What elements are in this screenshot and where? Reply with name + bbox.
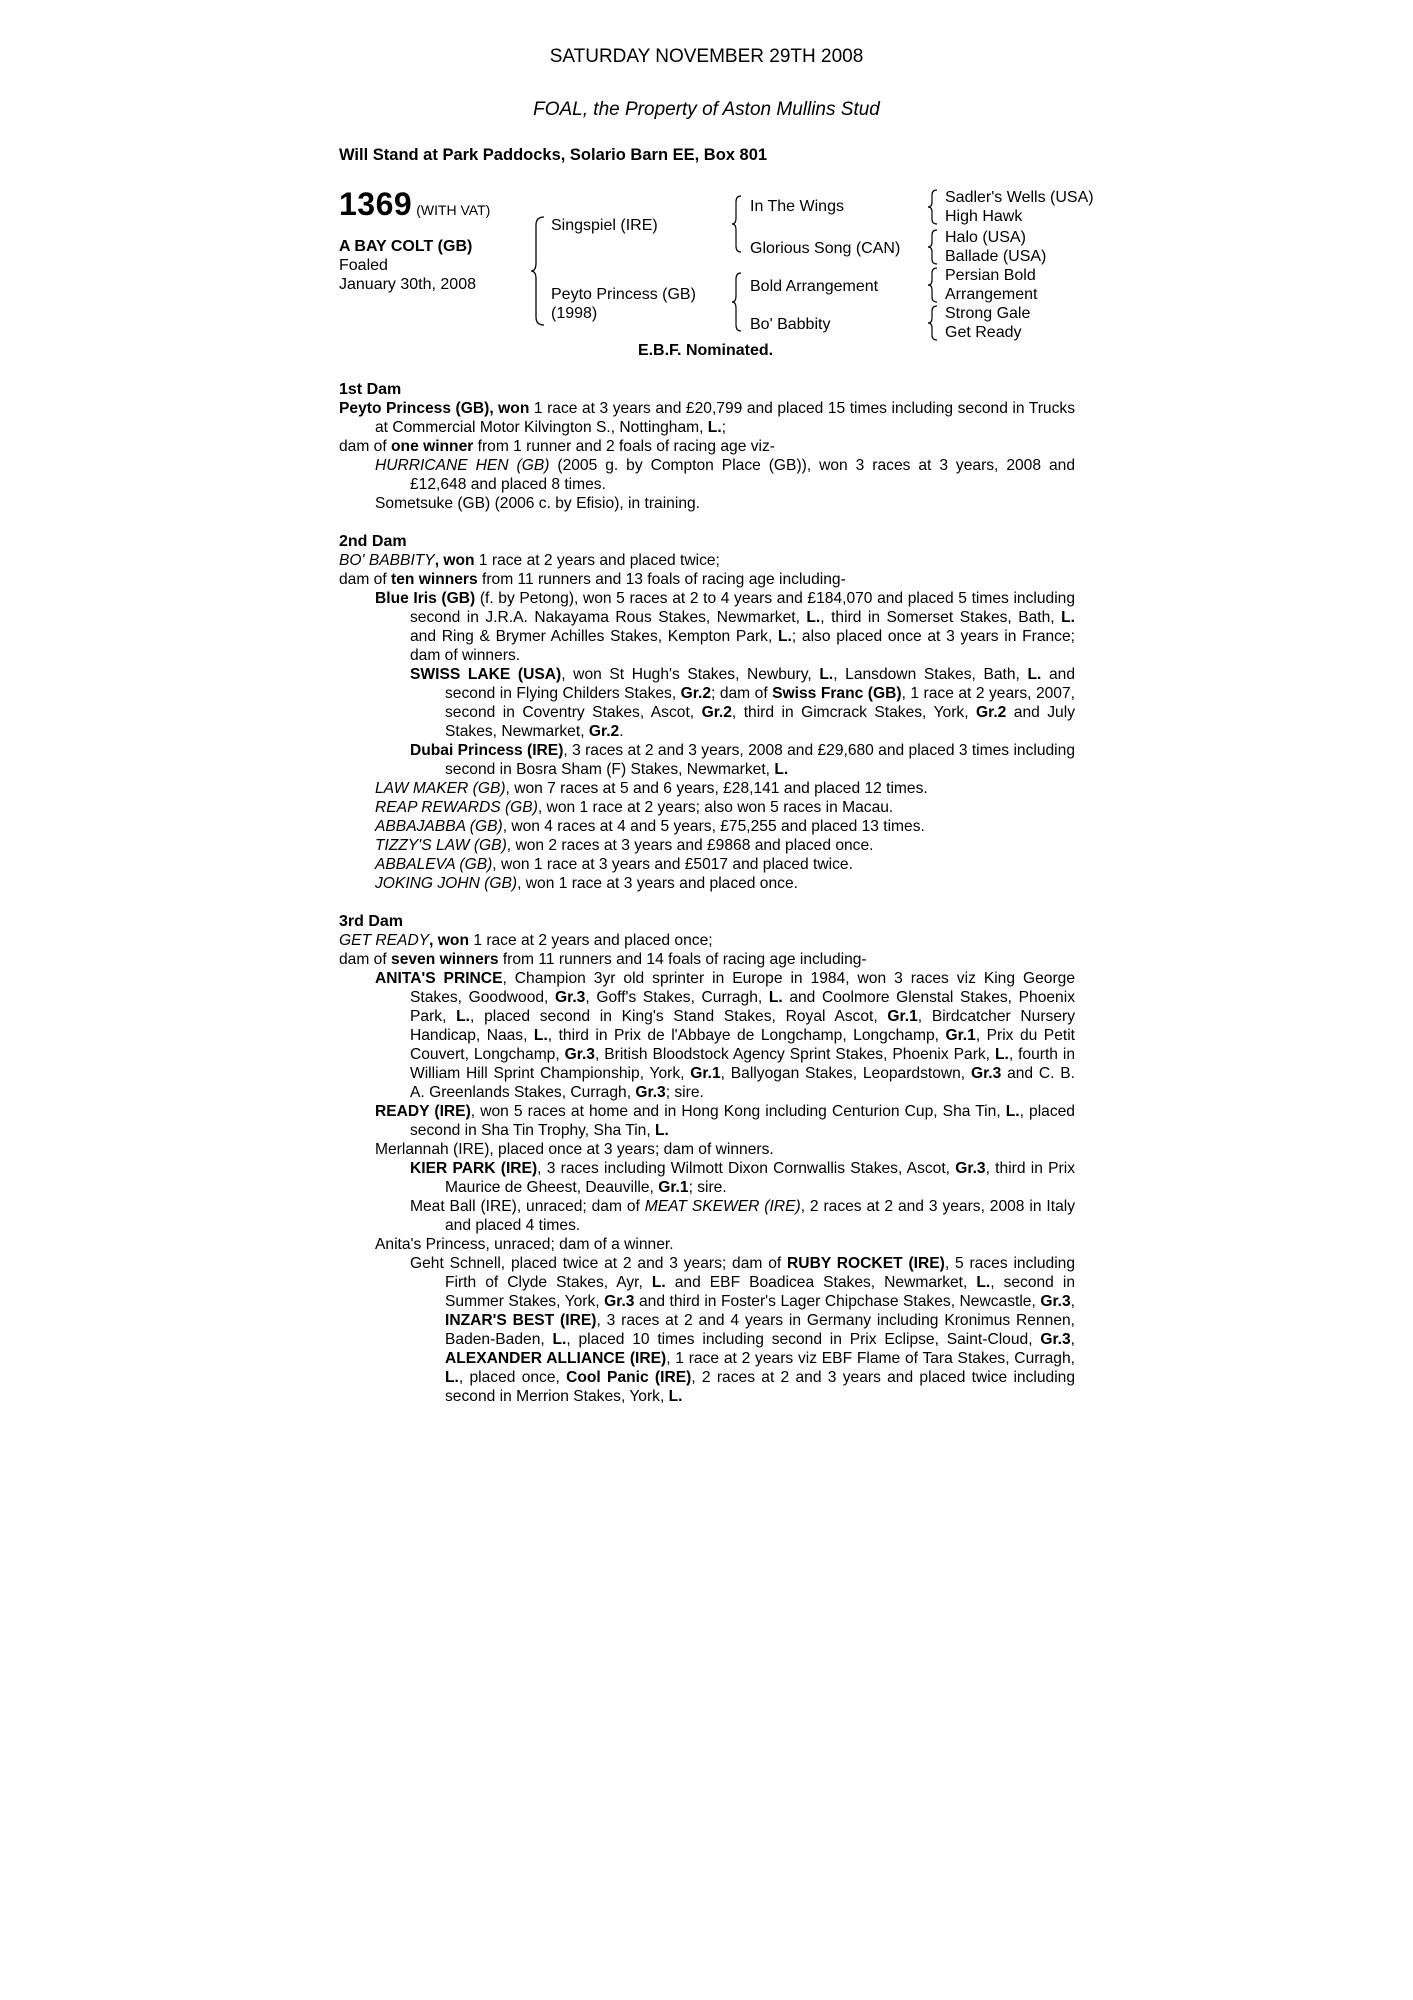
pedigree-brace-g1 bbox=[927, 188, 939, 226]
pedigree-dam-dam: Bo' Babbity bbox=[750, 316, 831, 333]
pedigree-dam-sire: Bold Arrangement bbox=[750, 278, 879, 295]
pedigree-g4: Ballade (USA) bbox=[945, 248, 1047, 265]
foaled-date: January 30th, 2008 bbox=[339, 276, 476, 293]
produce-dubai-princess: Dubai Princess (IRE), 3 races at 2 and 3 years, 2008 and £29,680 and placed 3 times including second in Bosra Sham (F) Stakes, Newmarket, L. bbox=[410, 742, 1075, 778]
stand-location: Will Stand at Park Paddocks, Solario Barn EE, Box 801 bbox=[339, 146, 768, 164]
pedigree-g6: Arrangement bbox=[945, 286, 1038, 303]
produce-geht-schnell: Geht Schnell, placed twice at 2 and 3 years; dam of RUBY ROCKET (IRE), 5 races including Firth of Clyde Stakes, Ayr, L. and EBF Boadicea Stakes, Newmarket, L., second in Summer Stakes, York, Gr.3 and third in Foster's Lager Chipchase Stakes, Newcastle, Gr.3, INZAR'S BEST (IRE), 3 races at 2 and 4 years in Germany including Kronimus Rennen, Baden-Baden, L., placed 10 times including second in Prix Eclipse, Saint-Cloud, Gr.3, ALEXANDER ALLIANCE (IRE), 1 race at 2 years viz EBF Flame of Tara Stakes, Curragh, L., placed once, Cool Panic (IRE), 2 races at 2 and 3 years and placed twice including second in Merrion Stakes, York, L. bbox=[410, 1255, 1076, 1405]
first-dam-heading: 1st Dam bbox=[339, 381, 402, 398]
produce-kier-park: KIER PARK (IRE), 3 races including Wilmott Dixon Cornwallis Stakes, Ascot, Gr.3, third in Prix Maurice de Gheest, Deauville, Gr.1; sire. bbox=[410, 1160, 1075, 1196]
produce-blue-iris: Blue Iris (GB) (f. by Petong), won 5 races at 2 to 4 years and £184,070 and placed 5 times including second in J.R.A. Nakayama Rous Stakes, Newmarket, L., third in Somerset Stakes, Bath, L. and Ring & Brymer Achilles Stakes, Kempton Park, L.; also placed once at 3 years in France; dam of winners. bbox=[375, 590, 1076, 664]
pedigree-brace-sire bbox=[731, 194, 743, 254]
pedigree-g7: Strong Gale bbox=[945, 305, 1031, 322]
third-dam-produce-intro: dam of seven winners from 11 runners and 14 foals of racing age including- bbox=[339, 951, 867, 968]
pedigree-dam-year: (1998) bbox=[551, 305, 598, 322]
first-dam-name: Peyto Princess (GB), won bbox=[339, 400, 530, 417]
produce-ready: READY (IRE), won 5 races at home and in Hong Kong including Centurion Cup, Sha Tin, L., placed second in Sha Tin Trophy, Sha Tin, L. bbox=[375, 1103, 1075, 1139]
first-dam-produce-intro: dam of one winner from 1 runner and 2 foals of racing age viz- bbox=[339, 438, 775, 455]
pedigree-g1: Sadler's Wells (USA) bbox=[945, 189, 1094, 206]
pedigree-g3: Halo (USA) bbox=[945, 229, 1026, 246]
pedigree-dam bbox=[551, 285, 696, 323]
pedigree-brace-g3 bbox=[927, 266, 939, 304]
third-dam-heading: 3rd Dam bbox=[339, 913, 404, 930]
produce-swiss-lake: SWISS LAKE (USA), won St Hugh's Stakes, Newbury, L., Lansdown Stakes, Bath, L. and second in Flying Childers Stakes, Gr.2; dam of Swiss Franc (GB), 1 race at 2 years, 2007, second in Coventry Stakes, Ascot, Gr.2, third in Gimcrack Stakes, York, Gr.2 and July Stakes, Newmarket, Gr.2. bbox=[410, 666, 1075, 740]
pedigree-sire: Singspiel (IRE) bbox=[551, 217, 658, 234]
pedigree-g8: Get Ready bbox=[945, 324, 1022, 341]
produce-anitas-princess: Anita's Princess, unraced; dam of a winner. bbox=[375, 1236, 674, 1253]
pedigree-dam-name: Peyto Princess (GB) bbox=[551, 286, 696, 303]
pedigree-g2: High Hawk bbox=[945, 208, 1023, 225]
produce-merlannah: Merlannah (IRE), placed once at 3 years; dam of winners. bbox=[375, 1141, 774, 1158]
pedigree-brace-main bbox=[530, 215, 546, 327]
catalogue-text bbox=[339, 380, 1075, 1406]
property-line: FOAL, the Property of Aston Mullins Stud bbox=[533, 99, 880, 120]
second-dam-heading: 2nd Dam bbox=[339, 533, 407, 550]
first-dam-record: Peyto Princess (GB), won 1 race at 3 years and £20,799 and placed 15 times including second in Trucks at Commercial Motor Kilvington S., Nottingham, L.; bbox=[339, 400, 1075, 436]
sale-date: SATURDAY NOVEMBER 29TH 2008 bbox=[549, 46, 864, 67]
lot-header bbox=[339, 186, 490, 223]
pedigree-sire-sire: In The Wings bbox=[750, 198, 844, 215]
produce-meat-ball: Meat Ball (IRE), unraced; dam of MEAT SKEWER (IRE), 2 races at 2 and 3 years, 2008 in Italy and placed 4 times. bbox=[410, 1198, 1076, 1234]
pedigree-brace-g2 bbox=[927, 228, 939, 266]
ebf-nominated bbox=[0, 342, 1413, 360]
produce-anitas-prince: ANITA'S PRINCE, Champion 3yr old sprinter in Europe in 1984, won 3 races viz King George Stakes, Goodwood, Gr.3, Goff's Stakes, Curragh, L. and Coolmore Glenstal Stakes, Phoenix Park, L., placed second in King's Stand Stakes, Royal Ascot, Gr.1, Birdcatcher Nursery Handicap, Naas, L., third in Prix de l'Abbaye de Longchamp, Longchamp, Gr.1, Prix du Petit Couvert, Longchamp, Gr.3, British Bloodstock Agency Sprint Stakes, Phoenix Park, L., fourth in William Hill Sprint Championship, York, Gr.1, Ballyogan Stakes, Leopardstown, Gr.3 and C. B. A. Greenlands Stakes, Curragh, Gr.3; sire. bbox=[375, 970, 1076, 1101]
produce-abbaleva: ABBALEVA (GB), won 1 race at 3 years and £5017 and placed twice. bbox=[375, 856, 853, 873]
horse-description bbox=[339, 237, 476, 294]
third-dam-record: GET READY, won 1 race at 2 years and placed once; bbox=[339, 932, 713, 949]
pedigree-sire-dam: Glorious Song (CAN) bbox=[750, 240, 901, 257]
vat-note: (WITH VAT) bbox=[416, 202, 491, 218]
lot-number: 1369 bbox=[339, 186, 413, 222]
produce-abbajabba: ABBAJABBA (GB), won 4 races at 4 and 5 years, £75,255 and placed 13 times. bbox=[375, 818, 925, 835]
pedigree-brace-g4 bbox=[927, 304, 939, 342]
second-dam-produce-intro: dam of ten winners from 11 runners and 13 foals of racing age including- bbox=[339, 571, 846, 588]
foaled-label: Foaled bbox=[339, 257, 388, 274]
produce-reap-rewards: REAP REWARDS (GB), won 1 race at 2 years; also won 5 races in Macau. bbox=[375, 799, 894, 816]
produce-hurricane-hen: HURRICANE HEN (GB) (2005 g. by Compton Place (GB)), won 3 races at 3 years, 2008 and £12,648 and placed 8 times. bbox=[375, 457, 1075, 493]
horse-title: A BAY COLT (GB) bbox=[339, 238, 473, 255]
pedigree-g5: Persian Bold bbox=[945, 267, 1036, 284]
produce-sometsuke: Sometsuke (GB) (2006 c. by Efisio), in training. bbox=[375, 495, 701, 512]
produce-tizzys-law: TIZZY'S LAW (GB), won 2 races at 3 years and £9868 and placed once. bbox=[375, 837, 874, 854]
produce-joking-john: JOKING JOHN (GB), won 1 race at 3 years and placed once. bbox=[375, 875, 798, 892]
second-dam-record: BO' BABBITY, won 1 race at 2 years and placed twice; bbox=[339, 552, 720, 569]
produce-law-maker: LAW MAKER (GB), won 7 races at 5 and 6 years, £28,141 and placed 12 times. bbox=[375, 780, 928, 797]
ebf-label: E.B.F. Nominated. bbox=[637, 342, 774, 359]
pedigree-brace-dam bbox=[731, 271, 743, 333]
